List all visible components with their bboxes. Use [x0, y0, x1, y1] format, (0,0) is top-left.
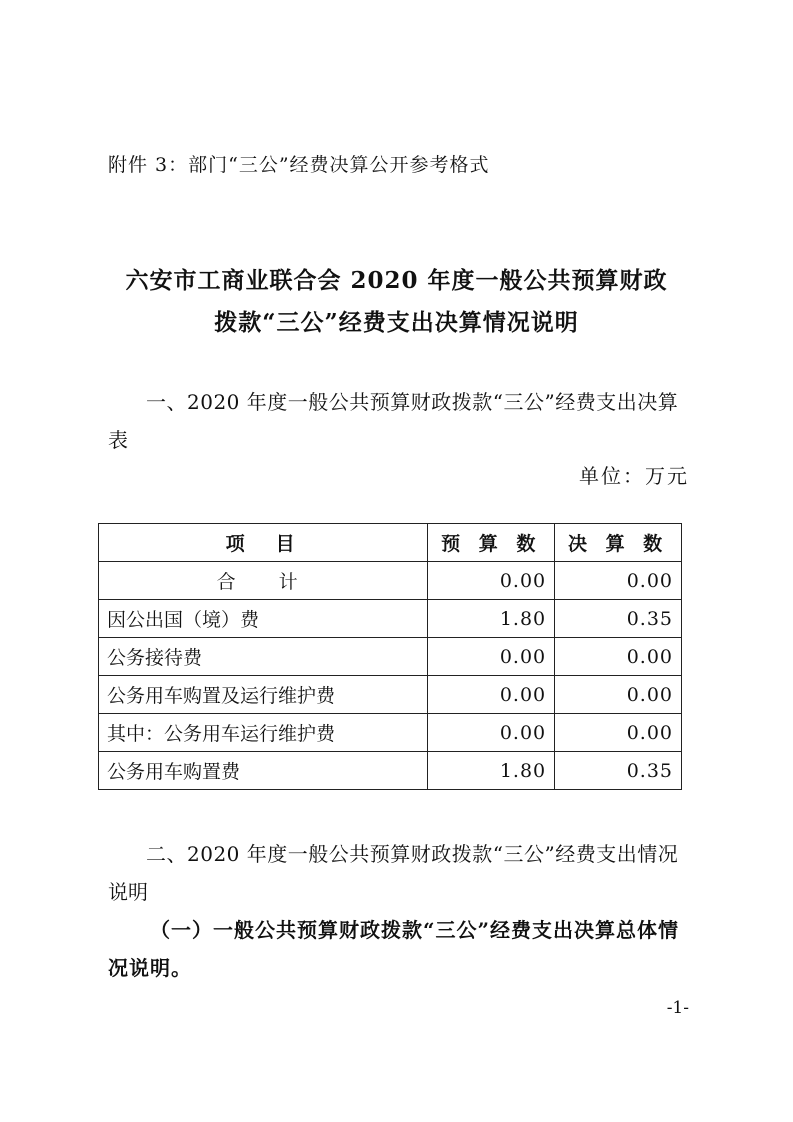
- row-label: 其中：公务用车运行维护费: [99, 714, 428, 752]
- header-budget: 预 算 数: [428, 524, 555, 562]
- document-title-line1: 六安市工商业联合会 2020 年度一般公共预算财政: [125, 267, 668, 294]
- attachment-label: 附件 3：部门“三公”经费决算公开参考格式: [108, 154, 490, 176]
- section2-heading: 二、2020 年度一般公共预算财政拨款“三公”经费支出情况: [146, 842, 679, 866]
- table-row: [99, 676, 682, 714]
- row-budget-value: 1.80: [428, 752, 555, 790]
- row-actual-value: 0.00: [555, 638, 682, 676]
- row-budget-value: 0.00: [428, 638, 555, 676]
- table-row: [99, 600, 682, 638]
- page-number: -1-: [666, 998, 689, 1018]
- table-row: [99, 562, 682, 600]
- table-header-row: [99, 524, 682, 562]
- three-public-expenses-table: [98, 523, 682, 790]
- header-actual: 决 算 数: [555, 524, 682, 562]
- row-actual-value: 0.00: [555, 676, 682, 714]
- table-row: [99, 638, 682, 676]
- subsection1-heading: （一）一般公共预算财政拨款“三公”经费支出决算总体情: [150, 918, 680, 942]
- row-budget-value: 0.00: [428, 676, 555, 714]
- row-budget-value: 1.80: [428, 600, 555, 638]
- row-actual-value: 0.00: [555, 714, 682, 752]
- row-actual-value: 0.35: [555, 600, 682, 638]
- row-label: 公务用车购置及运行维护费: [99, 676, 428, 714]
- table-row: [99, 752, 682, 790]
- row-label: 公务接待费: [99, 638, 428, 676]
- subsection1-heading-wrap: 况说明。: [108, 956, 192, 980]
- row-budget-value: 0.00: [428, 562, 555, 600]
- section1-heading-wrap: 表: [108, 428, 128, 452]
- row-label: 公务用车购置费: [99, 752, 428, 790]
- row-label-total: 合 计: [99, 562, 428, 600]
- row-actual-value: 0.00: [555, 562, 682, 600]
- section1-heading: 一、2020 年度一般公共预算财政拨款“三公”经费支出决算: [146, 390, 679, 414]
- document-title-line2: 拨款“三公”经费支出决算情况说明: [214, 309, 579, 336]
- unit-label: 单位：万元: [579, 464, 689, 488]
- row-budget-value: 0.00: [428, 714, 555, 752]
- section2-heading-wrap: 说明: [108, 880, 148, 904]
- header-item: 项 目: [99, 524, 428, 562]
- table-row: [99, 714, 682, 752]
- row-actual-value: 0.35: [555, 752, 682, 790]
- row-label: 因公出国（境）费: [99, 600, 428, 638]
